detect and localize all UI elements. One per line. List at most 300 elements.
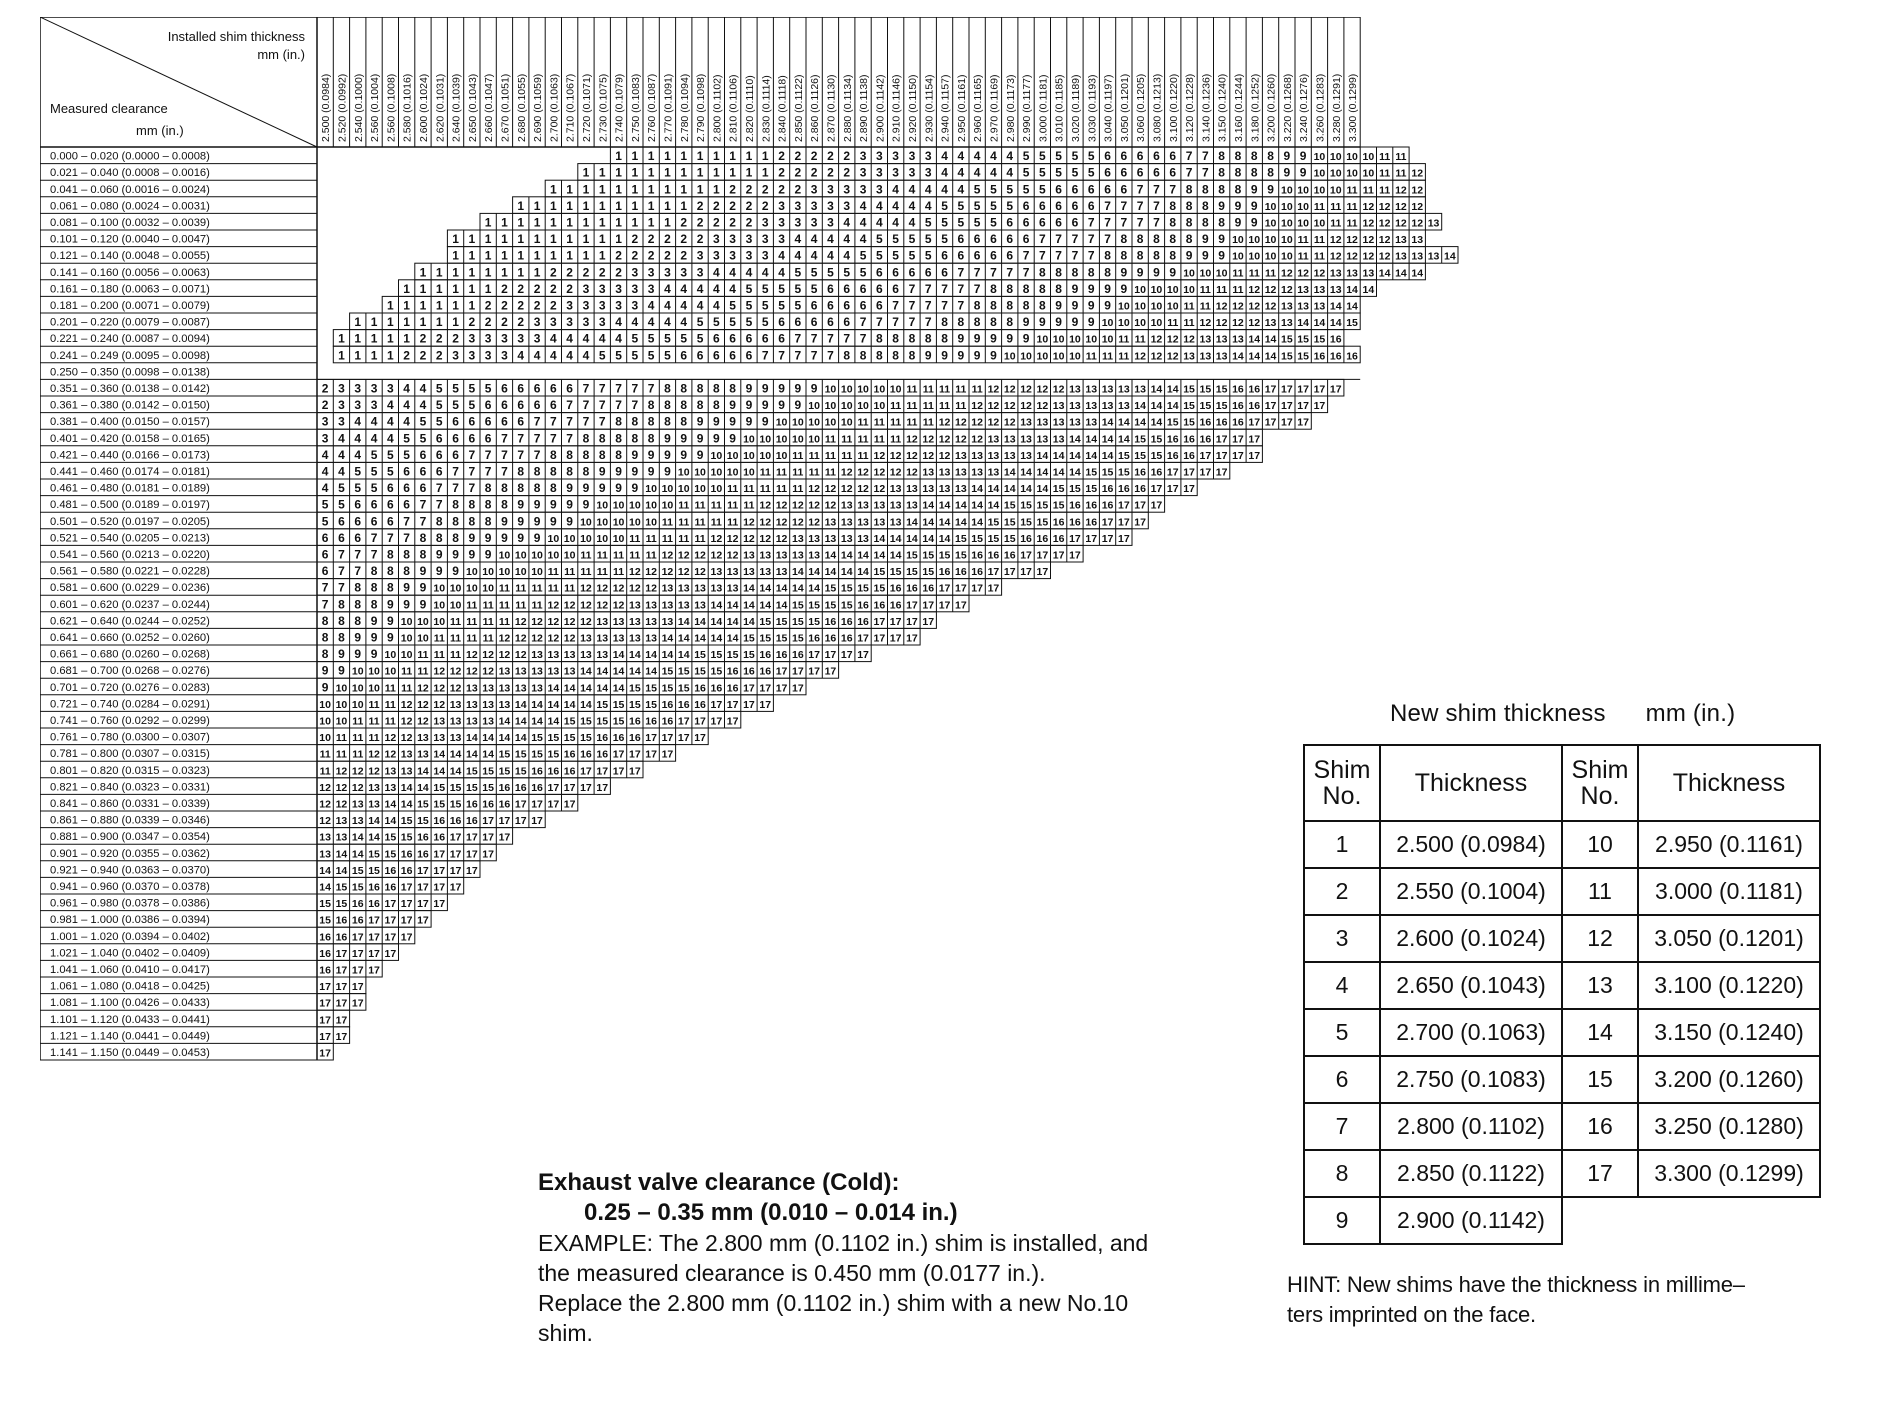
shim-number: 13: [1395, 234, 1407, 247]
shim-number: 14: [808, 566, 820, 579]
shim-number: 13: [955, 483, 967, 496]
installed-thickness-label: 2.970 (0.1169): [988, 74, 1001, 142]
shim-number: 14: [1150, 400, 1163, 413]
shim-number: 17: [1166, 483, 1179, 496]
shim-number: 1: [696, 182, 704, 197]
shim-number: 12: [759, 516, 772, 529]
shim-number: 11: [1346, 217, 1358, 230]
shim-number: 7: [859, 315, 867, 330]
shim-number: 1: [517, 198, 525, 213]
shim-number: 1: [713, 149, 720, 164]
shim-number: 7: [354, 564, 362, 579]
shim-thickness-cell: 2.550 (0.1004): [1380, 868, 1562, 915]
shim-number: 2: [321, 398, 329, 413]
shim-number: 3: [794, 198, 802, 213]
shim-number: 13: [840, 499, 853, 512]
shim-number: 13: [629, 599, 641, 612]
shim-number: 3: [582, 281, 590, 296]
shim-number: 17: [955, 582, 967, 595]
shim-number: 11: [498, 582, 511, 595]
shim-number: 2: [647, 232, 655, 247]
shim-number: 4: [778, 265, 785, 280]
shim-number: 11: [417, 665, 429, 678]
shim-number: 14: [889, 549, 902, 562]
shim-number: 1: [387, 331, 394, 346]
shim-number: 15: [1183, 416, 1195, 429]
shim-number: 7: [615, 398, 622, 413]
shim-number: 4: [631, 315, 639, 330]
shim-number: 9: [729, 414, 736, 429]
shim-number: 9: [533, 530, 541, 545]
shim-number: 3: [696, 265, 704, 280]
shim-number: 16: [694, 698, 706, 711]
shim-number: 11: [661, 532, 674, 545]
shim-number: 15: [922, 566, 935, 579]
installed-thickness-label: 2.890 (0.1138): [858, 74, 871, 142]
shim-number: 7: [338, 580, 345, 595]
shim-number: 12: [645, 582, 657, 595]
installed-thickness-label: 2.540 (0.1000): [352, 73, 365, 142]
shim-number: 15: [873, 582, 886, 595]
shim-number: 13: [1101, 400, 1114, 413]
shim-number: 11: [449, 649, 462, 662]
shim-number: 8: [1055, 281, 1062, 296]
shim-number: 2: [501, 298, 508, 313]
shim-number: 7: [1120, 215, 1128, 230]
shim-number: 11: [580, 549, 592, 562]
measured-clearance-label: 0.381 – 0.400 (0.0150 – 0.0157): [50, 416, 210, 429]
shim-number: 2: [696, 215, 704, 230]
shim-number: 6: [892, 281, 899, 296]
shim-number: 12: [743, 532, 755, 545]
shim-number: 1: [484, 265, 492, 280]
shim-number: 2: [827, 165, 834, 180]
shim-number: 17: [792, 682, 804, 695]
shim-number: 1: [745, 165, 753, 180]
shim-table-row: [1304, 1056, 1820, 1103]
shim-number: 3: [582, 315, 590, 330]
shim-number: 6: [1071, 182, 1079, 197]
shim-number: 7: [598, 381, 606, 396]
shim-number: 13: [645, 615, 657, 628]
shim-number: 6: [941, 248, 948, 263]
shim-number: 16: [889, 599, 902, 612]
shim-number: 5: [1039, 149, 1046, 164]
shim-number: 6: [957, 232, 965, 247]
shim-number: 9: [990, 331, 997, 346]
shim-number: 11: [727, 516, 739, 529]
shim-number: 10: [335, 698, 348, 711]
shim-number: 8: [1267, 165, 1274, 180]
shim-thickness-cell: 3.200 (0.1260): [1638, 1056, 1820, 1103]
shim-number: 14: [1264, 350, 1277, 363]
measured-clearance-label: 0.041 – 0.060 (0.0016 – 0.0024): [50, 183, 210, 196]
shim-number: 4: [973, 149, 981, 164]
shim-number: 7: [1039, 232, 1046, 247]
shim-number: 2: [435, 331, 443, 346]
shim-number: 13: [612, 632, 625, 645]
shim-number: 12: [759, 532, 772, 545]
shim-number: 4: [419, 381, 427, 396]
shim-number: 6: [1169, 149, 1177, 164]
shim-number: 2: [778, 182, 785, 197]
installed-thickness-label: 3.160 (0.1244): [1232, 73, 1245, 142]
shim-number: 17: [384, 947, 397, 960]
shim-number: 10: [498, 566, 511, 579]
shim-number: 12: [775, 499, 788, 512]
shim-number: 13: [987, 449, 1000, 462]
shim-number: 8: [550, 481, 557, 496]
shim-number: 12: [498, 649, 511, 662]
shim-number: 11: [531, 582, 543, 595]
shim-number: 9: [419, 597, 427, 612]
shim-number: 7: [810, 348, 818, 363]
shim-thickness-cell: 2.950 (0.1161): [1638, 821, 1820, 868]
shim-number: 14: [417, 765, 429, 778]
shim-number: 3: [924, 165, 932, 180]
shim-number: 8: [1039, 298, 1046, 313]
measured-clearance-label: 0.061 – 0.080 (0.0024 – 0.0031): [50, 200, 210, 213]
shim-number: 13: [629, 615, 641, 628]
shim-number: 10: [547, 532, 560, 545]
shim-thickness-cell: 2.900 (0.1142): [1380, 1197, 1562, 1244]
shim-number: 17: [1297, 383, 1309, 396]
shim-number: 12: [1264, 300, 1277, 313]
shim-number: 15: [955, 549, 967, 562]
shim-number: 6: [827, 315, 834, 330]
shim-number: 12: [661, 549, 674, 562]
new-shim-thickness-table: [1303, 744, 1821, 1245]
shim-number: 11: [873, 433, 885, 446]
shim-number: 3: [843, 198, 851, 213]
shim-number: 14: [482, 748, 494, 761]
shim-number: 16: [482, 798, 494, 811]
shim-number: 16: [971, 566, 983, 579]
shim-number: 8: [908, 348, 916, 363]
shim-number: 10: [433, 599, 446, 612]
installed-thickness-label: 2.760 (0.1087): [646, 73, 659, 142]
shim-number: 14: [1297, 317, 1309, 330]
shim-number: 17: [433, 881, 446, 894]
shim-number: 9: [484, 547, 492, 562]
shim-number: 7: [1104, 232, 1111, 247]
shim-number: 2: [550, 298, 557, 313]
shim-number: 8: [680, 398, 688, 413]
measured-clearance-label: 1.041 – 1.060 (0.0410 – 0.0417): [50, 964, 210, 976]
shim-number: 11: [335, 748, 348, 761]
shim-number: 2: [582, 265, 590, 280]
shim-number: 17: [1166, 466, 1179, 479]
shim-number: 16: [319, 931, 331, 944]
shim-number: 12: [563, 615, 576, 628]
shim-number: 8: [370, 597, 378, 612]
measured-clearance-label: 0.801 – 0.820 (0.0315 – 0.0323): [50, 764, 210, 777]
shim-number: 6: [435, 464, 443, 479]
shim-number: 10: [1281, 234, 1293, 247]
shim-number: 10: [1313, 167, 1326, 180]
shim-number: 4: [696, 298, 704, 313]
shim-number: 5: [761, 298, 769, 313]
shim-number: 8: [990, 298, 997, 313]
shim-number: 2: [729, 182, 736, 197]
shim-number: 17: [873, 632, 886, 645]
shim-number: 10: [726, 466, 739, 479]
shim-number: 11: [352, 715, 364, 728]
shim-number: 14: [857, 566, 869, 579]
shim-number: 12: [531, 632, 543, 645]
shim-number: 3: [631, 298, 639, 313]
shim-number: 14: [466, 748, 478, 761]
shim-number: 8: [403, 564, 410, 579]
installed-thickness-label: 2.980 (0.1173): [1004, 74, 1017, 142]
shim-number: 6: [419, 481, 427, 496]
measured-clearance-label: 0.121 – 0.140 (0.0048 – 0.0055): [50, 250, 210, 263]
shim-number: 10: [1232, 250, 1244, 263]
shim-number: 9: [745, 381, 753, 396]
shim-number: 11: [1232, 267, 1244, 280]
shim-number: 10: [384, 665, 397, 678]
shim-number: 4: [403, 398, 410, 413]
shim-number: 6: [1087, 198, 1095, 213]
shim-number: 13: [1085, 400, 1098, 413]
shim-number: 17: [661, 732, 674, 745]
shim-number: 15: [596, 715, 609, 728]
shim-number: 5: [1022, 165, 1030, 180]
shim-number: 11: [384, 698, 396, 711]
shim-number: 12: [1395, 217, 1407, 230]
shim-number: 13: [759, 566, 772, 579]
shim-number: 16: [1003, 549, 1016, 562]
shim-number: 7: [647, 381, 655, 396]
shim-number: 1: [387, 348, 394, 363]
shim-number: 9: [696, 431, 704, 446]
shim-number: 16: [889, 582, 902, 595]
shim-number: 3: [810, 198, 818, 213]
shim-number: 6: [1104, 182, 1111, 197]
shim-number: 13: [873, 499, 886, 512]
shim-number: 17: [1036, 549, 1049, 562]
shim-number: 10: [775, 433, 788, 446]
shim-number: 12: [1166, 333, 1179, 346]
shim-number: 9: [794, 381, 802, 396]
shim-number: 13: [580, 632, 592, 645]
shim-number: 12: [824, 499, 837, 512]
shim-number: 11: [1183, 317, 1195, 330]
shim-number: 7: [598, 398, 606, 413]
shim-number: 16: [319, 964, 331, 977]
installed-thickness-label: 2.580 (0.1016): [401, 73, 414, 142]
shim-number: 10: [808, 400, 820, 413]
shim-number: 9: [533, 497, 541, 512]
shim-number-cell: 3: [1304, 915, 1380, 962]
shim-number: 6: [403, 497, 410, 512]
shim-number: 16: [792, 649, 804, 662]
shim-number: 3: [761, 232, 769, 247]
shim-number: 5: [794, 298, 802, 313]
shim-number: 1: [631, 198, 639, 213]
shim-number: 16: [759, 665, 772, 678]
shim-number: 14: [1329, 300, 1342, 313]
shim-number: 1: [452, 315, 459, 330]
shim-number: 17: [1297, 400, 1309, 413]
shim-number: 10: [531, 549, 543, 562]
shim-number: 14: [971, 483, 983, 496]
shim-number: 7: [1169, 182, 1177, 197]
shim-number: 1: [647, 215, 655, 230]
shim-number: 5: [435, 381, 443, 396]
shim-number: 17: [335, 947, 348, 960]
shim-number: 14: [1134, 400, 1146, 413]
shim-number: 11: [694, 516, 706, 529]
shim-number: 9: [550, 514, 557, 529]
shim-number: 9: [517, 497, 525, 512]
shim-number: 15: [1118, 466, 1130, 479]
shim-number: 17: [922, 615, 935, 628]
shim-number: 5: [647, 348, 655, 363]
shim-number: 4: [387, 398, 394, 413]
shim-number: 12: [1378, 234, 1391, 247]
shim-number: 17: [857, 649, 869, 662]
shim-number: 1: [550, 198, 557, 213]
shim-number: 3: [794, 215, 802, 230]
measured-clearance-label: 0.841 – 0.860 (0.0331 – 0.0339): [50, 798, 210, 810]
shim-number: 10: [547, 549, 560, 562]
shim-number: 10: [694, 466, 706, 479]
shim-no-header: Shim No.: [1304, 745, 1380, 821]
shim-number: 11: [368, 732, 380, 745]
shim-number: 12: [906, 449, 918, 462]
shim-number: 10: [840, 383, 853, 396]
shim-number: 4: [696, 281, 704, 296]
installed-thickness-label: 2.620 (0.1031): [434, 73, 447, 142]
shim-number: 16: [384, 881, 397, 894]
shim-number: 1: [647, 198, 655, 213]
shim-number: 3: [745, 232, 753, 247]
shim-number: 10: [726, 449, 739, 462]
installed-thickness-label: 2.850 (0.1122): [792, 74, 805, 142]
shim-number: 6: [452, 447, 459, 462]
shim-number: 12: [335, 765, 348, 778]
shim-number: 6: [859, 281, 867, 296]
shim-number: 16: [351, 914, 364, 927]
shim-number: 10: [1183, 267, 1195, 280]
shim-number: 10: [514, 549, 527, 562]
shim-number: 17: [466, 864, 478, 877]
installed-thickness-label: 2.640 (0.1039): [450, 73, 463, 142]
measured-clearance-label: 0.250 – 0.350 (0.0098 – 0.0138): [50, 366, 210, 379]
installed-thickness-label: 2.900 (0.1142): [874, 74, 887, 142]
measured-clearance-label: 0.541 – 0.560 (0.0213 – 0.0220): [50, 549, 210, 561]
measured-clearance-label: 0.981 – 1.000 (0.0386 – 0.0394): [50, 914, 210, 927]
shim-number: 11: [1101, 350, 1114, 363]
shim-number: 17: [417, 864, 429, 877]
shim-number: 7: [501, 447, 508, 462]
shim-number: 5: [615, 348, 622, 363]
shim-number: 15: [1199, 383, 1212, 396]
shim-number: 8: [1250, 149, 1258, 164]
shim-number: 9: [680, 447, 688, 462]
shim-number: 13: [1427, 250, 1440, 263]
shim-number: 1: [435, 281, 443, 296]
shim-number: 12: [433, 698, 446, 711]
shim-number: 12: [1297, 267, 1309, 280]
shim-number: 3: [908, 149, 916, 164]
shim-number: 5: [859, 248, 867, 263]
shim-number: 15: [938, 549, 951, 562]
shim-number: 6: [729, 331, 736, 346]
shim-number: 7: [827, 331, 834, 346]
shim-number: 8: [615, 447, 622, 462]
shim-number: 3: [501, 331, 508, 346]
shim-number: 1: [729, 149, 736, 164]
shim-number: 11: [792, 449, 804, 462]
shim-number: 3: [761, 248, 769, 263]
shim-number: 7: [452, 464, 459, 479]
shim-number: 16: [840, 632, 853, 645]
shim-number: 7: [566, 431, 573, 446]
shim-number: 8: [550, 447, 557, 462]
shim-number: 14: [710, 599, 723, 612]
installed-thickness-label: 3.040 (0.1197): [1102, 74, 1115, 142]
shim-number-cell: 14: [1562, 1009, 1638, 1056]
shim-number: 11: [1346, 184, 1358, 197]
shim-number: 12: [792, 499, 804, 512]
shim-number: 9: [990, 348, 997, 363]
shim-number: 15: [840, 599, 853, 612]
shim-number: 3: [810, 215, 818, 230]
shim-number: 3: [598, 298, 606, 313]
shim-number: 15: [1199, 400, 1212, 413]
shim-number: 9: [566, 481, 573, 496]
installed-thickness-label: 2.860 (0.1126): [809, 74, 822, 142]
shim-number: 14: [677, 632, 690, 645]
shim-number: 13: [580, 649, 592, 662]
shim-number: 1: [533, 198, 541, 213]
shim-number: 14: [1248, 333, 1261, 346]
shim-number: 6: [680, 348, 688, 363]
shim-number: 4: [680, 315, 688, 330]
shim-number: 10: [400, 632, 413, 645]
shim-number: 4: [745, 265, 753, 280]
shim-number: 15: [726, 649, 739, 662]
shim-number: 13: [514, 682, 527, 695]
shim-number: 9: [1283, 165, 1291, 180]
shim-number: 4: [892, 198, 899, 213]
shim-number: 12: [433, 682, 446, 695]
shim-number: 8: [876, 348, 883, 363]
shim-number: 13: [368, 781, 380, 794]
shim-number: 16: [629, 732, 641, 745]
shim-number: 15: [400, 815, 413, 828]
shim-number: 3: [778, 198, 785, 213]
shim-number: 13: [1069, 416, 1081, 429]
shim-number: 1: [501, 215, 508, 230]
installed-thickness-label: 2.940 (0.1157): [939, 74, 952, 142]
shim-number: 7: [631, 381, 639, 396]
shim-number: 10: [792, 416, 804, 429]
shim-number: 3: [338, 398, 345, 413]
shim-number: 12: [775, 532, 788, 545]
measured-clearance-label: 0.000 – 0.020 (0.0000 – 0.0008): [50, 150, 210, 163]
shim-number: 13: [1199, 333, 1212, 346]
shim-number: 15: [710, 665, 723, 678]
shim-number: 12: [1248, 300, 1261, 313]
shim-number: 1: [582, 165, 590, 180]
shim-number: 16: [1118, 483, 1130, 496]
shim-number: 16: [1166, 433, 1179, 446]
installed-thickness-label: 3.300 (0.1299): [1347, 73, 1360, 142]
shim-number: 12: [840, 466, 853, 479]
